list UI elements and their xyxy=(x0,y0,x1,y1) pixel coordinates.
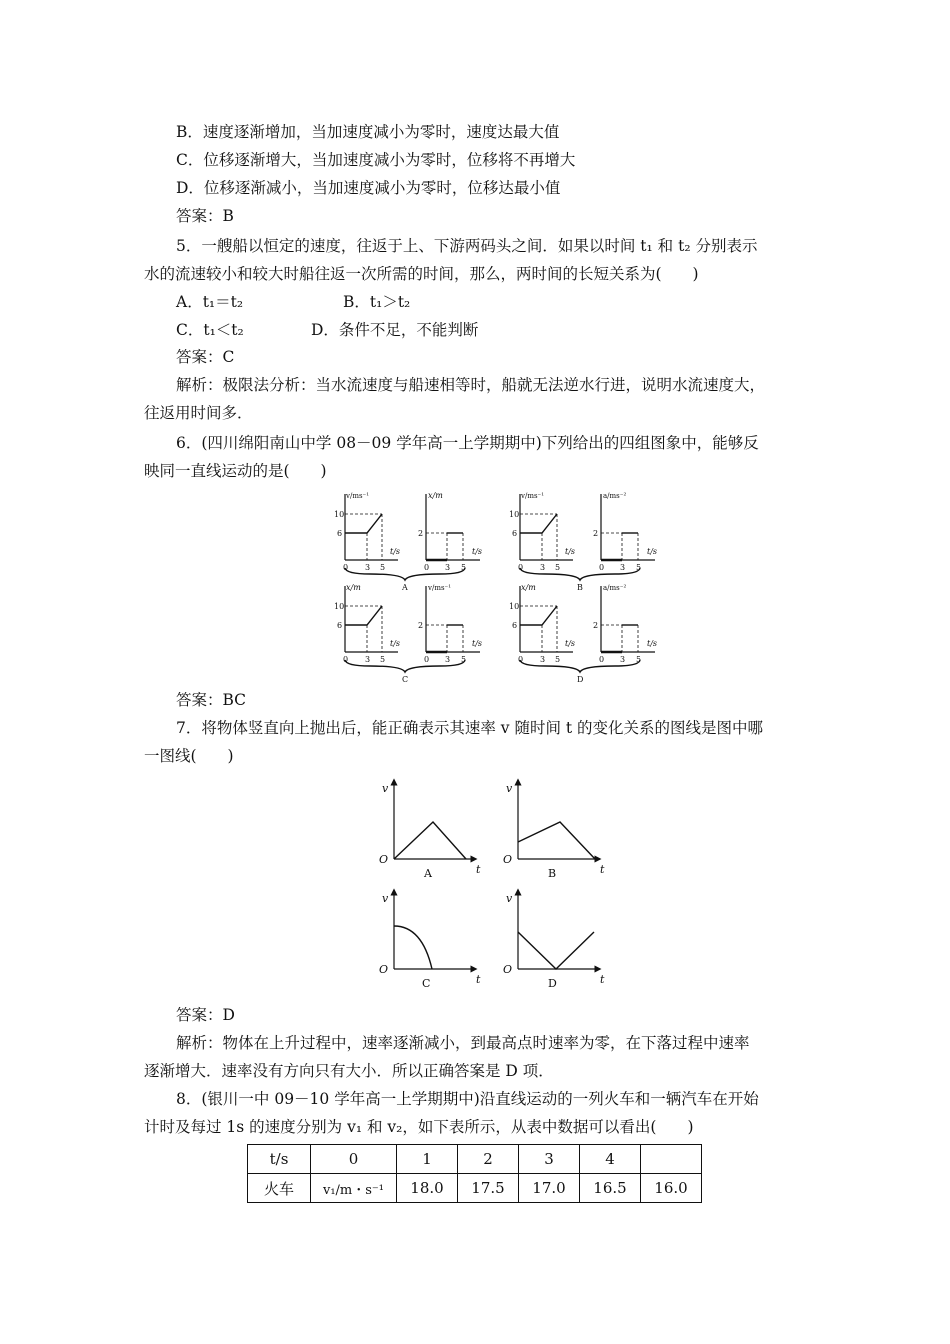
unit-cell: v₁/m・s⁻¹ xyxy=(311,1174,397,1203)
svg-text:2: 2 xyxy=(418,621,424,630)
q7-answer: 答案：D xyxy=(176,1006,235,1024)
panel-label-d: D xyxy=(548,977,557,990)
q8-stem-line2: 计时及每过 1s 的速度分别为 v₁ 和 v₂，如下表所示，从表中数据可以看出( ) xyxy=(144,1118,694,1136)
svg-text:10: 10 xyxy=(509,602,520,611)
q7-stem-line2: 一图线( ) xyxy=(144,747,234,765)
group-label-b: B xyxy=(577,583,583,592)
q8-stem-line1: 8．(银川一中 09－10 学年高一上学期期中)沿直线运动的一列火车和一辆汽车在开始 xyxy=(176,1090,759,1108)
q4-option-b: B．速度逐渐增加，当加速度减小为零时，速度达最大值 xyxy=(176,123,560,141)
table-row: 火车 v₁/m・s⁻¹ 18.0 17.5 17.0 16.5 16.0 xyxy=(248,1174,702,1203)
svg-text:v: v xyxy=(382,892,389,905)
q6-group-c xyxy=(334,583,482,684)
svg-text:5: 5 xyxy=(636,563,642,572)
panel-label-c: C xyxy=(422,977,431,990)
svg-text:5: 5 xyxy=(380,563,386,572)
svg-text:6: 6 xyxy=(337,621,343,630)
svg-text:v/ms⁻¹: v/ms⁻¹ xyxy=(521,492,545,500)
q4-answer: 答案：B xyxy=(176,207,234,225)
a-axis-label: a/ms⁻² xyxy=(603,492,627,500)
svg-text:0: 0 xyxy=(343,655,349,664)
q7-explanation-line2: 逐渐增大．速率没有方向只有大小．所以正确答案是 D 项． xyxy=(144,1062,554,1080)
svg-text:2: 2 xyxy=(593,621,599,630)
svg-text:t/s: t/s xyxy=(647,639,658,648)
svg-text:t/s: t/s xyxy=(472,639,483,648)
svg-text:5: 5 xyxy=(380,655,386,664)
svg-text:2: 2 xyxy=(593,529,599,538)
svg-text:t/s: t/s xyxy=(565,547,576,556)
svg-text:O: O xyxy=(503,853,513,866)
q4-option-c: C．位移逐渐增大，当加速度减小为零时，位移将不再增大 xyxy=(176,151,576,169)
svg-text:6: 6 xyxy=(337,529,343,538)
svg-text:t: t xyxy=(476,973,481,986)
svg-text:10: 10 xyxy=(334,602,345,611)
x-axis-label: x/m xyxy=(428,491,443,500)
svg-text:3: 3 xyxy=(620,655,626,664)
q4-option-d: D．位移逐渐减小，当加速度减小为零时，位移达最小值 xyxy=(176,179,561,197)
q5-option-a: A．t₁＝t₂ xyxy=(176,293,244,311)
q6-stem-line2: 映同一直线运动的是( ) xyxy=(144,462,327,480)
svg-text:3: 3 xyxy=(540,563,546,572)
q7-stem-line1: 7．将物体竖直向上抛出后，能正确表示其速率 v 随时间 t 的变化关系的图线是图中哪 xyxy=(176,719,764,737)
q7-explanation-line1: 解析：物体在上升过程中，速率逐渐减小，到最高点时速率为零，在下落过程中速率 xyxy=(176,1034,750,1052)
svg-text:3: 3 xyxy=(445,563,451,572)
q6-answer: 答案：BC xyxy=(176,691,247,709)
q8-speed-table xyxy=(247,1144,702,1203)
svg-text:t: t xyxy=(600,973,605,986)
svg-text:0: 0 xyxy=(599,563,605,572)
svg-text:O: O xyxy=(379,963,389,976)
q5-explanation-line2: 往返用时间多． xyxy=(144,404,253,422)
svg-text:6: 6 xyxy=(512,529,518,538)
q5-stem-line2: 水的流速较小和较大时船往返一次所需的时间，那么，两时间的长短关系为( ) xyxy=(144,265,699,283)
q5-stem-line1: 5．一艘船以恒定的速度，往返于上、下游两码头之间．如果以时间 t₁ 和 t₂ 分别表示 xyxy=(176,237,758,255)
svg-text:0: 0 xyxy=(424,655,430,664)
svg-text:x/m: x/m xyxy=(346,583,361,592)
table-row: t/s 0 1 2 3 4 xyxy=(248,1145,702,1174)
q6-figure xyxy=(330,488,658,684)
svg-text:t/s: t/s xyxy=(472,547,483,556)
svg-text:3: 3 xyxy=(620,563,626,572)
q6-group-a xyxy=(334,491,482,592)
svg-text:5: 5 xyxy=(461,563,467,572)
q7-panel-a xyxy=(379,782,481,880)
svg-text:O: O xyxy=(503,963,513,976)
svg-text:5: 5 xyxy=(636,655,642,664)
svg-text:3: 3 xyxy=(365,563,371,572)
svg-text:0: 0 xyxy=(518,563,524,572)
q5-answer: 答案：C xyxy=(176,348,235,366)
svg-text:v: v xyxy=(506,892,513,905)
svg-text:6: 6 xyxy=(512,621,518,630)
svg-text:a/ms⁻²: a/ms⁻² xyxy=(603,584,627,592)
q7-figure xyxy=(364,776,624,996)
svg-text:0: 0 xyxy=(518,655,524,664)
svg-text:x/m: x/m xyxy=(521,583,536,592)
q7-panel-d xyxy=(503,892,605,990)
svg-text:v: v xyxy=(382,782,389,795)
svg-text:t: t xyxy=(476,863,481,876)
q5-explanation-line1: 解析：极限法分析：当水流速度与船速相等时，船就无法逆水行进，说明水流速度大， xyxy=(176,376,766,394)
v-axis-label: v/ms⁻¹ xyxy=(346,492,370,500)
svg-text:10: 10 xyxy=(509,510,520,519)
panel-label-a: A xyxy=(424,867,432,880)
svg-text:0: 0 xyxy=(424,563,430,572)
svg-text:t/s: t/s xyxy=(390,547,401,556)
group-label-a: A xyxy=(402,583,408,592)
row-label: 火车 xyxy=(248,1174,311,1203)
svg-text:3: 3 xyxy=(445,655,451,664)
svg-text:0: 0 xyxy=(599,655,605,664)
q7-panel-b xyxy=(503,782,605,880)
group-label-d: D xyxy=(577,675,584,684)
q7-panel-c xyxy=(379,892,481,990)
svg-text:5: 5 xyxy=(461,655,467,664)
q6-stem-line1: 6．(四川绵阳南山中学 08－09 学年高一上学期期中)下列给出的四组图象中，能够反 xyxy=(176,434,759,452)
svg-text:10: 10 xyxy=(334,510,345,519)
svg-text:0: 0 xyxy=(343,563,349,572)
group-label-c: C xyxy=(402,675,409,684)
q5-option-c: C．t₁＜t₂ xyxy=(176,321,244,339)
q5-option-d: D．条件不足，不能判断 xyxy=(311,321,479,339)
svg-text:3: 3 xyxy=(365,655,371,664)
svg-text:t/s: t/s xyxy=(390,639,401,648)
q6-group-b xyxy=(509,492,657,592)
svg-text:2: 2 xyxy=(418,529,424,538)
q5-option-b: B．t₁＞t₂ xyxy=(343,293,411,311)
svg-text:v/ms⁻¹: v/ms⁻¹ xyxy=(428,584,452,592)
svg-text:t: t xyxy=(600,863,605,876)
svg-text:3: 3 xyxy=(540,655,546,664)
svg-text:5: 5 xyxy=(555,563,561,572)
svg-text:t/s: t/s xyxy=(565,639,576,648)
svg-text:5: 5 xyxy=(555,655,561,664)
panel-label-b: B xyxy=(548,867,557,880)
svg-text:v: v xyxy=(506,782,513,795)
svg-text:O: O xyxy=(379,853,389,866)
svg-text:t/s: t/s xyxy=(647,547,658,556)
q6-group-d xyxy=(509,583,657,684)
